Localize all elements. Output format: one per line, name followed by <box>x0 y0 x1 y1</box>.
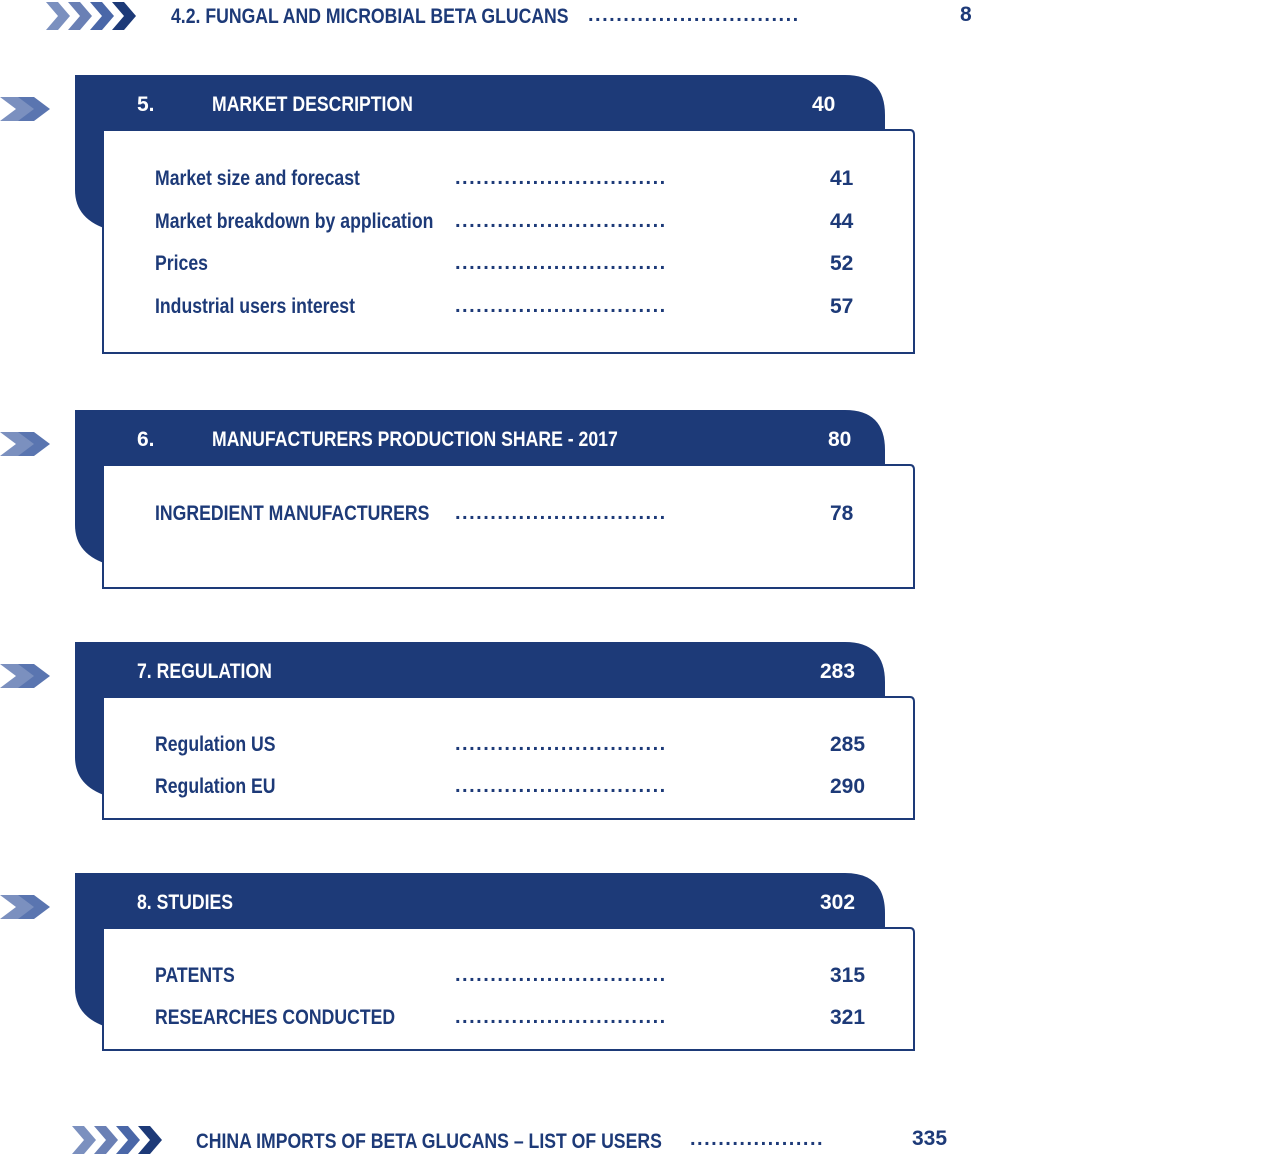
toc-entry[interactable]: INGREDIENT MANUFACTURERS .............................. 78 <box>155 502 854 525</box>
section-page: 302 <box>820 891 856 914</box>
section-number: 5. <box>137 93 155 116</box>
toc-entry[interactable]: Market size and forecast .............................. 41 <box>155 167 854 190</box>
section-title[interactable]: 8. STUDIES <box>137 891 234 914</box>
section-title[interactable]: MANUFACTURERS PRODUCTION SHARE - 2017 <box>212 428 618 451</box>
section-regulation <box>0 642 1284 827</box>
toc-entry[interactable]: Industrial users interest .............................. 57 <box>155 295 854 318</box>
toc-entry-fungal-beta-glucans[interactable] <box>171 5 644 29</box>
section-page: 283 <box>820 660 856 683</box>
toc-entry-china-imports[interactable] <box>196 1130 751 1154</box>
section-studies <box>0 873 1284 1058</box>
section-page: 80 <box>828 428 852 451</box>
toc-entry-label: CHINA IMPORTS OF BETA GLUCANS – LIST OF USERS <box>196 1130 662 1153</box>
chevron-arrows-icon <box>72 1124 167 1156</box>
toc-entry-label: 4.2. FUNGAL AND MICROBIAL BETA GLUCANS <box>171 5 569 28</box>
section-title[interactable]: MARKET DESCRIPTION <box>212 93 413 116</box>
toc-entry[interactable]: Market breakdown by application .............................. 44 <box>155 210 854 233</box>
section-manufacturers <box>0 410 1284 595</box>
chevron-arrows-icon <box>46 0 141 32</box>
section-title[interactable]: 7. REGULATION <box>137 660 272 683</box>
page-number: 335 <box>912 1127 948 1150</box>
toc-entry[interactable]: Regulation EU .............................. 290 <box>155 775 866 798</box>
toc-entry[interactable]: PATENTS .............................. 315 <box>155 964 866 987</box>
page-number: 8 <box>960 3 972 26</box>
section-number: 6. <box>137 428 155 451</box>
toc-entry[interactable]: Regulation US .............................. 285 <box>155 733 866 756</box>
section-market-description <box>0 75 1284 360</box>
toc-entry[interactable]: Prices .............................. 52 <box>155 252 854 275</box>
section-page: 40 <box>812 93 836 116</box>
toc-entry[interactable]: RESEARCHES CONDUCTED .............................. 321 <box>155 1006 866 1029</box>
leader-dots: .............................. <box>588 4 800 26</box>
leader-dots: ................... <box>690 1128 825 1150</box>
